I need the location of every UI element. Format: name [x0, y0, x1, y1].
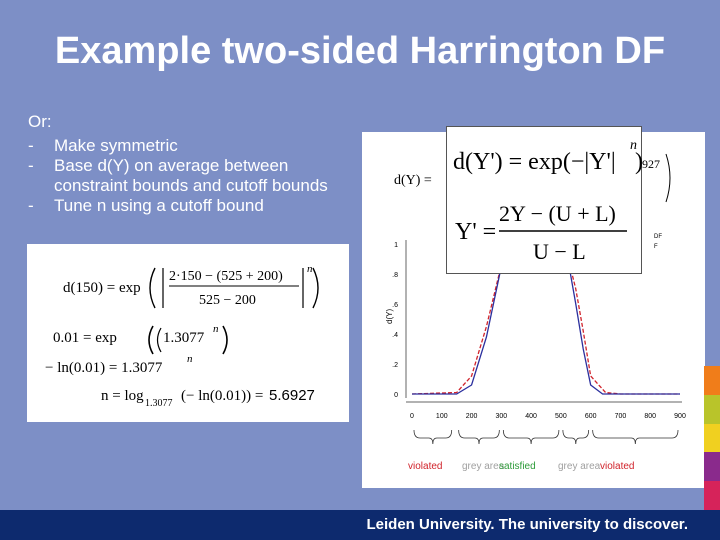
region-label: satisfied	[499, 461, 536, 472]
region-label: violated	[600, 461, 635, 472]
eq1-exponent: n	[307, 263, 313, 275]
bullet-item	[28, 136, 358, 156]
strip-cell	[704, 452, 720, 481]
eq1-denominator: 525 − 200	[199, 293, 256, 308]
x-tick-label: 900	[674, 413, 686, 420]
bullet-item	[28, 196, 358, 216]
bullet-item	[28, 156, 358, 196]
bullet-text: Make symmetric	[54, 136, 178, 155]
region-label: grey area	[558, 461, 601, 472]
strip-cell	[704, 366, 720, 395]
eq2-mid: 1.3077	[163, 330, 205, 346]
x-tick-label: 600	[584, 413, 597, 420]
eq4-result: 5.6927	[269, 387, 315, 404]
eq1-paren-left	[150, 268, 155, 308]
formula-popup	[446, 126, 642, 274]
x-tick-label: 400	[525, 413, 537, 420]
bullet-dash: -	[28, 196, 34, 215]
region-label: grey area	[462, 461, 505, 472]
footer-bar	[0, 510, 720, 540]
y-tick-label: 1	[394, 242, 398, 249]
y-tick-label: .4	[392, 332, 398, 339]
region-brace	[459, 430, 500, 444]
equation-box	[27, 244, 349, 422]
strip-cell	[704, 424, 720, 453]
popup-numerator: 2Y − (U + L)	[499, 201, 616, 226]
legend-fragment-1: DF	[654, 234, 662, 240]
y-tick-label: .6	[392, 302, 398, 309]
formula-svg	[447, 127, 643, 275]
chart-header-value: 927	[642, 157, 660, 171]
bullet-dash: -	[28, 136, 34, 155]
eq2-paren-right	[223, 326, 227, 354]
color-strip	[704, 366, 720, 510]
chart-header-lhs: d(Y) =	[394, 173, 432, 188]
strip-cell	[704, 481, 720, 510]
footer-text: Leiden University. The university to discover.	[366, 516, 688, 533]
strip-cell	[704, 395, 720, 424]
eq3-exponent: n	[187, 353, 193, 365]
x-tick-label: 700	[614, 413, 627, 420]
eq4-mid: (− ln(0.01)) =	[181, 388, 264, 404]
region-brace	[593, 430, 678, 444]
y-tick-label: 0	[394, 392, 398, 399]
x-tick-label: 800	[644, 413, 657, 420]
bullet-dash: -	[28, 156, 34, 175]
slide-title: Example two-sided Harrington DF	[54, 30, 666, 72]
region-label: violated	[408, 461, 443, 472]
intro-text: Or:	[28, 112, 52, 131]
popup-line2-lhs: Y' =	[455, 219, 497, 245]
legend-fragment-2: F	[654, 244, 658, 250]
eq4-subscript: 1.3077	[145, 398, 173, 409]
eq2-lhs: 0.01 = exp	[53, 330, 117, 346]
eq1-numerator: 2·150 − (525 + 200)	[169, 269, 283, 284]
region-brace	[563, 430, 589, 444]
x-tick-label: 200	[465, 413, 478, 420]
eq2-exponent: n	[213, 323, 219, 335]
x-tick-label: 300	[495, 413, 508, 420]
equation-svg	[27, 244, 349, 422]
bullet-text: Base d(Y) on average between constraint bounds and cutoff bounds	[54, 156, 328, 195]
popup-close: )	[635, 149, 643, 175]
chart-x-ticks	[410, 413, 686, 420]
eq2-paren-inner	[158, 328, 162, 352]
popup-line1: d(Y') = exp(−|Y'|	[453, 149, 616, 175]
eq3-lhs: − ln(0.01) = 1.3077	[45, 360, 163, 376]
region-brace	[503, 430, 559, 444]
region-brace	[414, 430, 452, 444]
x-tick-label: 0	[410, 413, 414, 420]
region-braces	[414, 430, 678, 444]
y-tick-label: .2	[392, 362, 398, 369]
bullet-text: Tune n using a cutoff bound	[54, 196, 264, 215]
chart-header-brace	[666, 154, 670, 202]
y-tick-label: .8	[392, 272, 398, 279]
eq1-lhs: d(150) = exp	[63, 280, 141, 296]
eq4-lhs: n = log	[101, 388, 144, 404]
chart-ylabel: d(Y)	[385, 308, 394, 324]
bullet-list	[28, 112, 358, 216]
x-tick-label: 100	[435, 413, 448, 420]
x-tick-label: 500	[555, 413, 567, 420]
popup-exponent: n	[630, 138, 637, 153]
eq2-paren-left	[149, 326, 153, 354]
popup-denominator: U − L	[533, 239, 586, 264]
eq1-paren-right	[313, 268, 318, 308]
